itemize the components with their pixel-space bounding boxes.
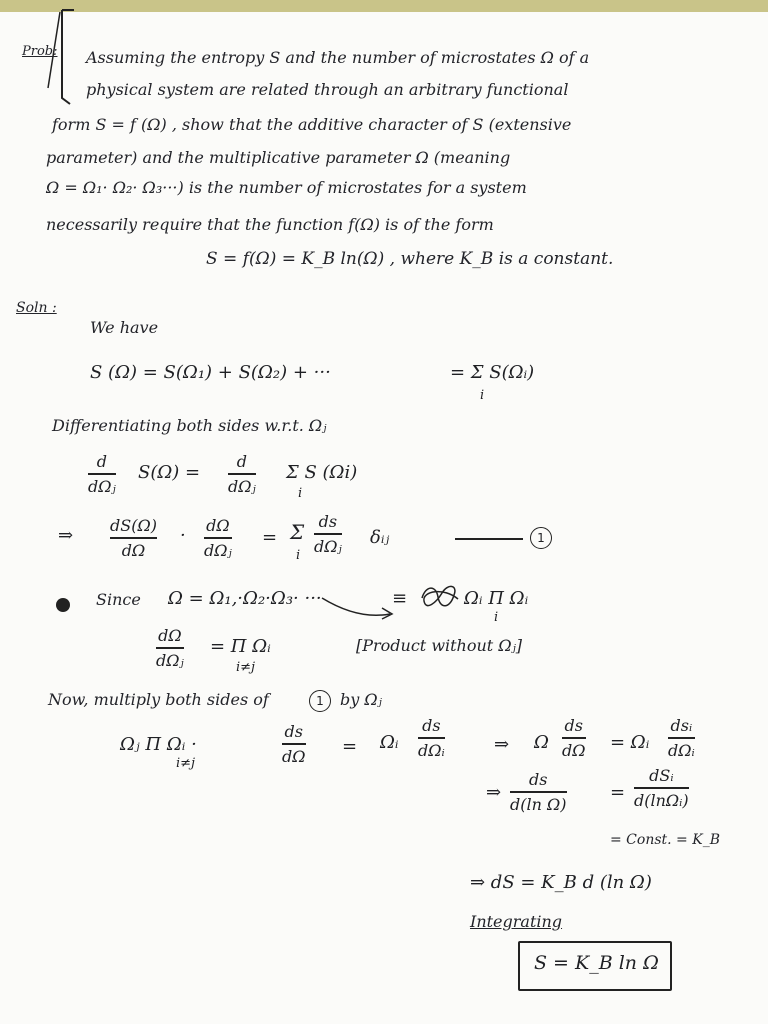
eq6-implies: ⇒ — [486, 782, 502, 803]
eq2-sum-index: i — [298, 486, 303, 501]
eq6-frac-1: ds d(ln Ω) — [510, 770, 567, 814]
page-top-edge — [0, 0, 768, 12]
since-equation: Ω = Ω₁,·Ω₂·Ω₃· ··· — [168, 588, 322, 609]
eq5-frac-3: ds dΩ — [562, 716, 586, 760]
eq7-constant: = Const. = K_B — [610, 832, 720, 848]
eq1-rhs: = Σ S(Ωᵢ) — [450, 362, 535, 383]
since-product: Ωᵢ Π Ωᵢ — [464, 588, 529, 609]
eq3-frac-2: dΩ dΩⱼ — [204, 516, 232, 560]
eq5-equals: = — [342, 736, 358, 757]
eq2-derivative-op: d dΩⱼ — [88, 452, 116, 496]
problem-label: Prob: — [22, 44, 58, 59]
since-arrow — [318, 592, 398, 622]
crossed-out-scribble — [418, 583, 462, 613]
eq4-product-index: i≠j — [236, 660, 256, 675]
eq2-rhs: Σ S (Ωi) — [286, 462, 358, 483]
eq3-delta: δᵢⱼ — [370, 527, 390, 548]
eq2-derivative-op-2: d dΩⱼ — [228, 452, 256, 496]
eq4-note: [Product without Ωⱼ] — [356, 636, 523, 655]
eq5-lhs: Ωⱼ Π Ωᵢ · — [120, 734, 197, 755]
equation-ref-1: 1 — [309, 690, 331, 712]
problem-line-3: form S = f (Ω) , show that the additive character of S (extensive — [52, 115, 572, 134]
eq3-sum: Σ — [290, 520, 305, 544]
now-by-text: by Ωⱼ — [340, 690, 382, 709]
result-equation: S = K_B ln Ω — [534, 952, 659, 974]
eq1-sum-index: i — [480, 388, 485, 403]
solution-label: Soln : — [16, 300, 57, 316]
since-bullet-mark — [56, 598, 70, 612]
problem-line-7: S = f(Ω) = K_B ln(Ω) , where K_B is a constant. — [206, 249, 614, 269]
problem-line-5: Ω = Ω₁· Ω₂· Ω₃···) is the number of microstates for a system — [46, 178, 527, 197]
eq5-frac-2: ds dΩᵢ — [418, 716, 445, 760]
since-equiv: ≡ — [392, 588, 408, 609]
eq8: ⇒ dS = K_B d (ln Ω) — [470, 872, 652, 893]
eq6-equals: = — [610, 782, 626, 803]
since-label: Since — [96, 590, 141, 609]
equation-leader-line — [455, 538, 523, 540]
eq5-implies: ⇒ — [494, 734, 510, 755]
problem-line-6: necessarily require that the function f(Ω) is of the form — [46, 215, 494, 234]
eq5-omega: Ω — [534, 732, 549, 753]
eq6-frac-2: dSᵢ d(lnΩᵢ) — [634, 766, 689, 810]
problem-line-4: parameter) and the multiplicative parameter Ω (meaning — [46, 148, 511, 167]
eq3-equals: = — [262, 527, 278, 548]
differentiating-text: Differentiating both sides w.r.t. Ωⱼ — [52, 416, 327, 435]
since-product-index: i — [494, 610, 499, 625]
eq4-frac: dΩ dΩⱼ — [156, 626, 184, 670]
eq3-frac-3: ds dΩⱼ — [314, 512, 342, 556]
eq5-frac-4: dsᵢ dΩᵢ — [668, 716, 695, 760]
eq5-rhs: = Ωᵢ — [610, 732, 650, 753]
eq4-rhs: = Π Ωᵢ — [210, 636, 271, 657]
now-multiply-text: Now, multiply both sides of — [48, 690, 269, 709]
eq2-middle: S(Ω) = — [138, 462, 201, 483]
integrating-text: Integrating — [470, 912, 563, 931]
eq5-mid: Ωᵢ — [380, 732, 399, 753]
eq1-lhs: S (Ω) = S(Ω₁) + S(Ω₂) + ··· — [90, 362, 331, 383]
eq3-implies: ⇒ — [58, 525, 74, 546]
eq3-frac-1: dS(Ω) dΩ — [110, 516, 157, 560]
eq5-frac-1: ds dΩ — [282, 722, 306, 766]
we-have-text: We have — [90, 318, 159, 337]
eq5-product-index: i≠j — [176, 756, 196, 771]
eq3-sum-index: i — [296, 548, 301, 563]
problem-line-1: Assuming the entropy S and the number of microstates Ω of a — [86, 48, 590, 67]
problem-line-2: physical system are related through an arbitrary functional — [86, 80, 569, 99]
eq3-dot: · — [180, 525, 186, 546]
equation-number-1: 1 — [530, 527, 552, 549]
